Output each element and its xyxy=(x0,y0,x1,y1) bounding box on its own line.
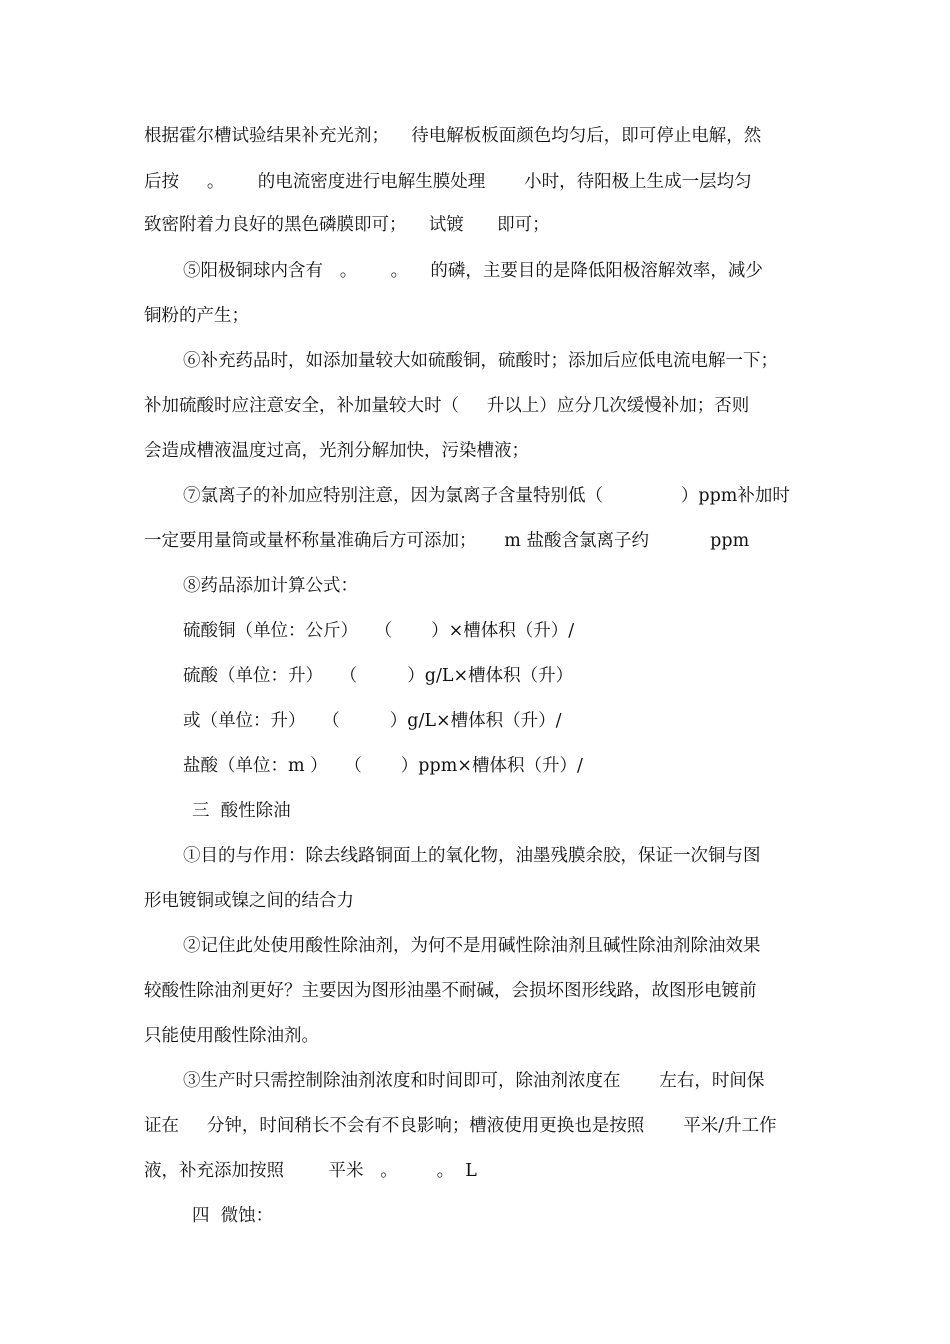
text-line: ⑦氯离子的补加应特别注意，因为氯离子含量特别低（ ）ppm补加时 xyxy=(183,486,790,506)
text-line: ⑥补充药品时，如添加量较大如硫酸铜，硫酸时；添加后应低电流电解一下； xyxy=(183,351,778,371)
text-line: ②记住此处使用酸性除油剂，为何不是用碱性除油剂且碱性除油剂除油效果 xyxy=(183,936,761,956)
formula-line: 盐酸（单位：m ） （ ）ppm×槽体积（升）/ xyxy=(183,756,583,776)
text-line: 只能使用酸性除油剂。 xyxy=(144,1026,319,1046)
text-line: 形电镀铜或镍之间的结合力 xyxy=(144,891,354,911)
text-line: 会造成槽液温度过高，光剂分解加快，污染槽液； xyxy=(144,441,529,461)
formula-line: 硫酸铜（单位：公斤） （ ）×槽体积（升）/ xyxy=(183,621,575,641)
text-line: ⑧药品添加计算公式： xyxy=(183,576,358,596)
section-heading: 三 酸性除油 xyxy=(192,801,291,821)
text-line: 根据霍尔槽试验结果补充光剂； 待电解板板面颜色均匀后，即可停止电解，然 xyxy=(144,126,762,146)
text-line: 液，补充添加按照 平米 。 。 L xyxy=(144,1161,477,1181)
text-line: 致密附着力良好的黑色磷膜即可； 试镀 即可； xyxy=(144,215,550,235)
text-line: 较酸性除油剂更好？主要因为图形油墨不耐碱，会损坏图形线路，故图形电镀前 xyxy=(144,981,757,1001)
text-line: 后按 。 的电流密度进行电解生膜处理 小时，待阳极上生成一层均匀 xyxy=(144,172,752,192)
text-line: ①目的与作用：除去线路铜面上的氧化物，油墨残膜余胶，保证一次铜与图 xyxy=(183,846,761,866)
text-line: 证在 分钟，时间稍长不会有不良影响；槽液使用更换也是按照 平米/升工作 xyxy=(144,1116,777,1136)
text-line: 一定要用量筒或量杯称量准确后方可添加； m 盐酸含氯离子约 ppm xyxy=(144,531,750,551)
text-line: ⑤阳极铜球内含有 。 。 的磷，主要目的是降低阳极溶解效率，减少 xyxy=(183,261,763,281)
text-line: ③生产时只需控制除油剂浓度和时间即可，除油剂浓度在 左右，时间保 xyxy=(183,1071,765,1091)
formula-line: 硫酸（单位：升） （ ）g/L×槽体积（升） xyxy=(183,666,574,686)
text-line: 补加硫酸时应注意安全，补加量较大时（ 升以上）应分几次缓慢补加；否则 xyxy=(144,396,750,416)
section-heading: 四 微蚀： xyxy=(192,1206,274,1226)
text-line: 铜粉的产生； xyxy=(144,306,249,326)
formula-line: 或（单位：升） （ ）g/L×槽体积（升）/ xyxy=(183,711,562,731)
